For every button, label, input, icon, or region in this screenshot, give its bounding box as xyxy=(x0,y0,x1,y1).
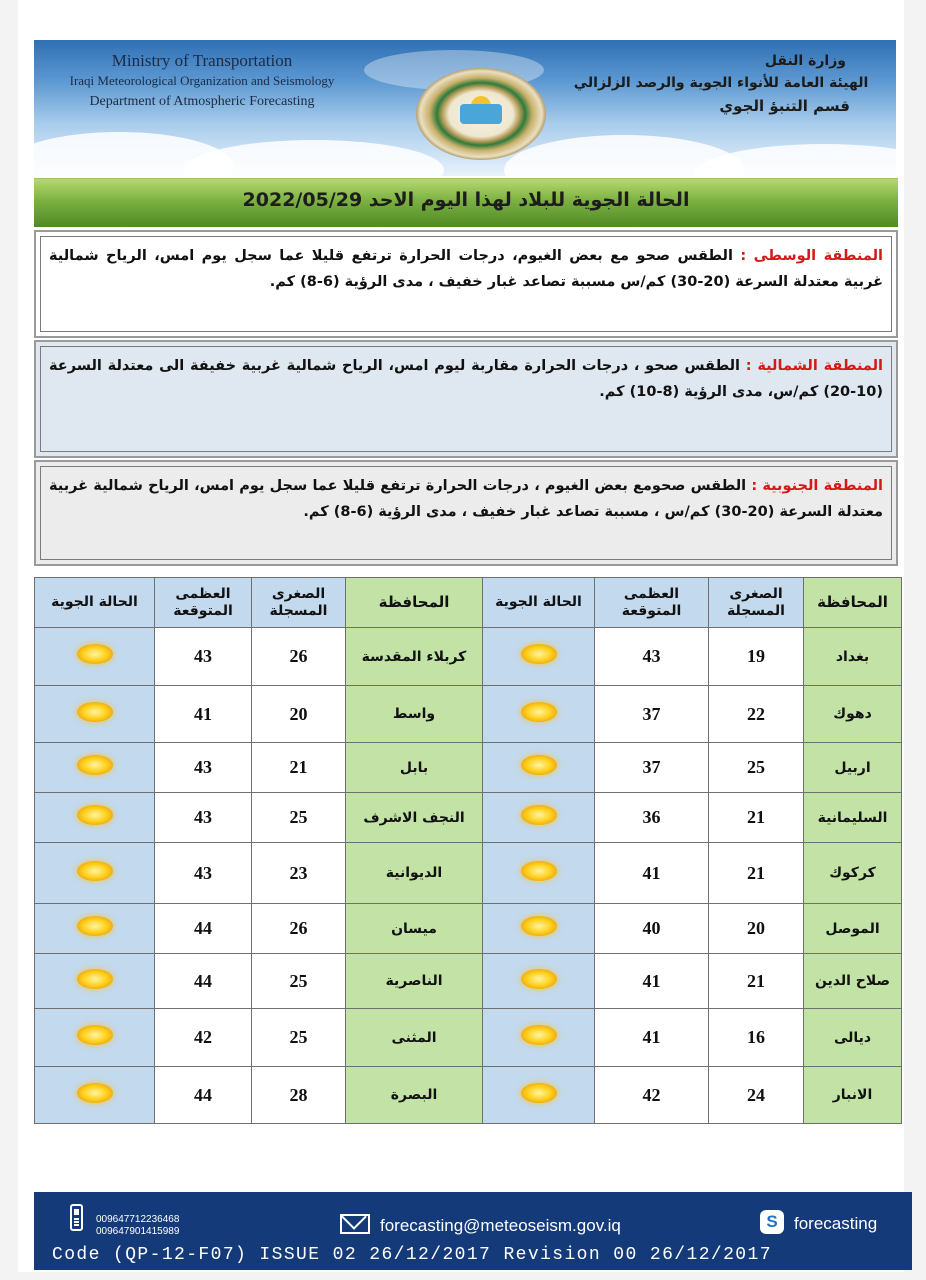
table-row xyxy=(35,954,902,1009)
sun-icon xyxy=(521,861,557,881)
region-north-text xyxy=(40,346,892,452)
english-header xyxy=(42,50,362,112)
governorate-cell-right: بغداد xyxy=(804,628,902,686)
phone-number-2: 009647901415989 xyxy=(96,1226,180,1237)
region-north-forecast: الطقس صحو ، درجات الحرارة مقاربة ليوم امس، الرياح شمالية غربية خفيفة الى معتدلة السرعة (10-20) كم/س، مدى الرؤية (8-10) كم. xyxy=(49,358,883,400)
phone-number-1: 009647712236468 xyxy=(96,1214,180,1225)
mail-icon xyxy=(340,1214,370,1234)
phone-icon xyxy=(70,1204,83,1231)
condition-cell-left xyxy=(35,843,155,904)
condition-cell-left xyxy=(35,743,155,793)
condition-cell-right xyxy=(483,843,595,904)
condition-cell-right xyxy=(483,1009,595,1067)
condition-cell-right xyxy=(483,904,595,954)
header-governorate-left: المحافظة xyxy=(346,578,483,628)
region-south-name: المنطقة الجنوبية : xyxy=(751,478,883,494)
min-cell-left: 25 xyxy=(252,793,346,843)
sun-icon xyxy=(77,702,113,722)
sun-icon xyxy=(521,702,557,722)
governorate-cell-left: واسط xyxy=(346,686,483,743)
max-cell-right: 41 xyxy=(595,1009,709,1067)
max-cell-left: 44 xyxy=(155,1067,252,1124)
sun-icon xyxy=(521,1025,557,1045)
max-cell-right: 42 xyxy=(595,1067,709,1124)
condition-cell-left xyxy=(35,904,155,954)
arabic-header xyxy=(556,50,886,118)
governorate-cell-left: الديوانية xyxy=(346,843,483,904)
governorate-cell-left: النجف الاشرف xyxy=(346,793,483,843)
table-header-row xyxy=(35,578,902,628)
governorate-cell-right: كركوك xyxy=(804,843,902,904)
footer xyxy=(34,1192,912,1270)
condition-cell-left xyxy=(35,1067,155,1124)
department-name-en: Department of Atmospheric Forecasting xyxy=(89,94,315,109)
title-bar xyxy=(34,178,898,227)
governorate-cell-right: اربيل xyxy=(804,743,902,793)
condition-cell-right xyxy=(483,1067,595,1124)
header-min-right: الصغرى المسجلة xyxy=(709,578,804,628)
min-cell-left: 21 xyxy=(252,743,346,793)
skype-handle[interactable]: forecasting xyxy=(794,1214,878,1233)
min-cell-left: 25 xyxy=(252,954,346,1009)
sun-icon xyxy=(521,644,557,664)
table-row xyxy=(35,1009,902,1067)
min-cell-right: 16 xyxy=(709,1009,804,1067)
region-central-forecast: الطقس صحو مع بعض الغيوم، درجات الحرارة ترتفع قليلا عما سجل يوم امس، الرياح شمالية غربية معتدلة السرعة (20-30) كم/س مسببة تصاعد غبار خفيف ، مدى الرؤية (6-8) كم. xyxy=(49,248,883,290)
sun-icon xyxy=(77,969,113,989)
region-central-text xyxy=(40,236,892,332)
sun-icon xyxy=(77,644,113,664)
table-row xyxy=(35,843,902,904)
region-north-name: المنطقة الشمالية : xyxy=(745,358,884,374)
condition-cell-right xyxy=(483,954,595,1009)
document-code: Code (QP-12-F07) ISSUE 02 26/12/2017 Revision 00 26/12/2017 xyxy=(52,1245,772,1265)
min-cell-right: 25 xyxy=(709,743,804,793)
condition-cell-right xyxy=(483,793,595,843)
header-max-left: العظمى المتوقعة xyxy=(155,578,252,628)
condition-cell-right xyxy=(483,628,595,686)
governorate-cell-right: صلاح الدين xyxy=(804,954,902,1009)
sun-icon xyxy=(77,916,113,936)
region-south-text xyxy=(40,466,892,560)
sun-icon xyxy=(521,805,557,825)
governorate-cell-left: الناصرية xyxy=(346,954,483,1009)
max-cell-right: 41 xyxy=(595,954,709,1009)
header-condition-left: الحالة الجوية xyxy=(35,578,155,628)
governorate-cell-left: كربلاء المقدسة xyxy=(346,628,483,686)
governorate-cell-left: المثنى xyxy=(346,1009,483,1067)
min-cell-left: 26 xyxy=(252,628,346,686)
skype-icon: S xyxy=(760,1210,784,1234)
max-cell-right: 41 xyxy=(595,843,709,904)
governorate-cell-right: ديالى xyxy=(804,1009,902,1067)
region-south xyxy=(34,460,898,566)
max-cell-right: 40 xyxy=(595,904,709,954)
region-central-name: المنطقة الوسطى : xyxy=(740,248,883,264)
max-cell-right: 37 xyxy=(595,743,709,793)
logo-cloud-icon xyxy=(460,104,502,124)
governorate-cell-right: الانبار xyxy=(804,1067,902,1124)
region-central xyxy=(34,230,898,338)
min-cell-right: 19 xyxy=(709,628,804,686)
min-cell-left: 20 xyxy=(252,686,346,743)
header-condition-right: الحالة الجوية xyxy=(483,578,595,628)
min-cell-left: 23 xyxy=(252,843,346,904)
condition-cell-right xyxy=(483,686,595,743)
condition-cell-left xyxy=(35,793,155,843)
sun-icon xyxy=(521,755,557,775)
ministry-name-en: Ministry of Transportation xyxy=(111,51,293,70)
page-title: الحالة الجوية للبلاد لهذا اليوم الاحد 2022/05/29 xyxy=(242,189,690,211)
governorate-cell-left: البصرة xyxy=(346,1067,483,1124)
sun-icon xyxy=(77,805,113,825)
max-cell-right: 43 xyxy=(595,628,709,686)
department-name-ar: قسم التنبؤ الجوي xyxy=(719,97,850,115)
min-cell-right: 21 xyxy=(709,793,804,843)
min-cell-right: 24 xyxy=(709,1067,804,1124)
sun-icon xyxy=(521,1083,557,1103)
min-cell-left: 25 xyxy=(252,1009,346,1067)
region-south-forecast: الطقس صحومع بعض الغيوم ، درجات الحرارة ترتفع قليلا عما سجل يوم امس، الرياح شمالية غربية معتدلة السرعة (20-30) كم/س ، مسببة تصاعد غبار خفيف ، مدى الرؤية (6-8) كم. xyxy=(49,478,883,520)
min-cell-right: 22 xyxy=(709,686,804,743)
condition-cell-left xyxy=(35,628,155,686)
condition-cell-right xyxy=(483,743,595,793)
max-cell-left: 44 xyxy=(155,904,252,954)
condition-cell-left xyxy=(35,1009,155,1067)
forecast-table xyxy=(34,577,902,1124)
region-north xyxy=(34,340,898,458)
table-row xyxy=(35,628,902,686)
governorate-cell-right: دهوك xyxy=(804,686,902,743)
max-cell-right: 37 xyxy=(595,686,709,743)
sun-icon xyxy=(77,861,113,881)
min-cell-left: 28 xyxy=(252,1067,346,1124)
condition-cell-left xyxy=(35,954,155,1009)
table-row xyxy=(35,743,902,793)
sun-icon xyxy=(521,969,557,989)
organization-name-ar: الهيئة العامة للأنواء الجوية والرصد الزلزالي xyxy=(573,75,869,91)
min-cell-left: 26 xyxy=(252,904,346,954)
header-min-left: الصغرى المسجلة xyxy=(252,578,346,628)
header-governorate-right: المحافظة xyxy=(804,578,902,628)
table-row xyxy=(35,686,902,743)
max-cell-left: 43 xyxy=(155,843,252,904)
sun-icon xyxy=(77,1083,113,1103)
max-cell-left: 42 xyxy=(155,1009,252,1067)
table-row xyxy=(35,1067,902,1124)
organization-logo xyxy=(416,68,546,160)
sun-icon xyxy=(77,755,113,775)
governorate-cell-right: السليمانية xyxy=(804,793,902,843)
min-cell-right: 21 xyxy=(709,843,804,904)
max-cell-right: 36 xyxy=(595,793,709,843)
governorate-cell-right: الموصل xyxy=(804,904,902,954)
sun-icon xyxy=(77,1025,113,1045)
header-max-right: العظمى المتوقعة xyxy=(595,578,709,628)
sun-icon xyxy=(521,916,557,936)
organization-name-en: Iraqi Meteorological Organization and Seismology xyxy=(69,73,335,88)
condition-cell-left xyxy=(35,686,155,743)
table-row xyxy=(35,793,902,843)
max-cell-left: 41 xyxy=(155,686,252,743)
governorate-cell-left: بابل xyxy=(346,743,483,793)
ministry-name-ar: وزارة النقل xyxy=(764,53,846,69)
min-cell-right: 21 xyxy=(709,954,804,1009)
max-cell-left: 43 xyxy=(155,793,252,843)
header-banner xyxy=(34,40,896,176)
governorate-cell-left: ميسان xyxy=(346,904,483,954)
max-cell-left: 44 xyxy=(155,954,252,1009)
phone-numbers xyxy=(96,1214,179,1238)
table-row xyxy=(35,904,902,954)
max-cell-left: 43 xyxy=(155,628,252,686)
max-cell-left: 43 xyxy=(155,743,252,793)
email-address[interactable]: forecasting@meteoseism.gov.iq xyxy=(380,1216,621,1235)
min-cell-right: 20 xyxy=(709,904,804,954)
